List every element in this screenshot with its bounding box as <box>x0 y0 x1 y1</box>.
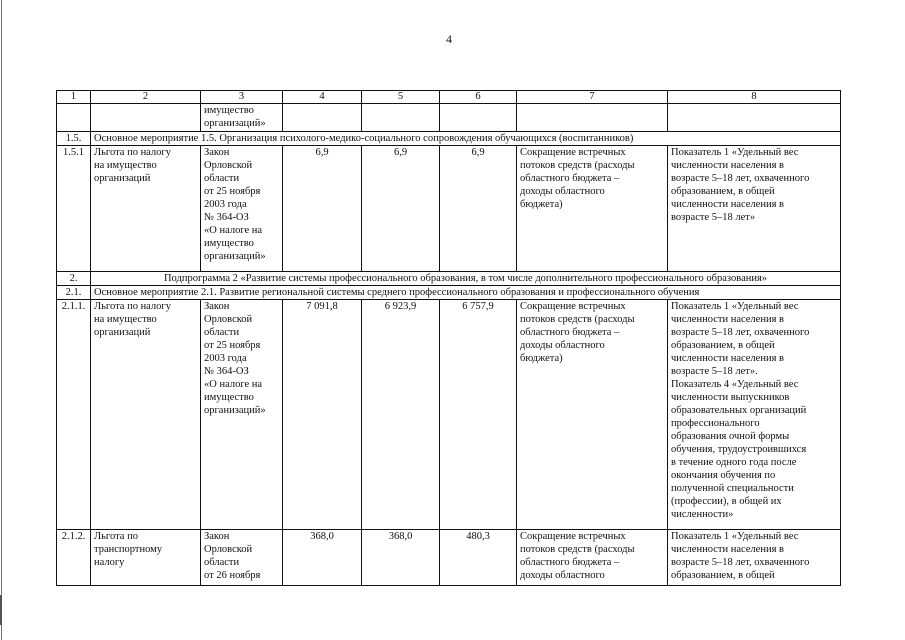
header-cell: 7 <box>517 91 668 104</box>
row-number: 2.1.2. <box>57 530 91 586</box>
legal-basis: Закон Орловской области от 26 ноября <box>201 530 283 586</box>
value-col-4: 7 091,8 <box>283 300 362 530</box>
tax-benefits-table <box>56 90 841 586</box>
table-row-2-1-1 <box>57 300 841 530</box>
benefit-name: Льгота по налогу на имущество организаций <box>91 300 201 530</box>
header-cell: 3 <box>201 91 283 104</box>
scan-edge-line <box>1 0 2 640</box>
legal-basis: Закон Орловской области от 25 ноября 2003 года № 364-ОЗ «О налоге на имущество организаций» <box>201 300 283 530</box>
continuation-row <box>57 104 841 132</box>
value-col-5: 368,0 <box>362 530 440 586</box>
section-title: Основное мероприятие 1.5. Организация психолого-медико-социального сопровождения обучающихся (воспитанников) <box>91 132 841 146</box>
legal-basis: Закон Орловской области от 25 ноября 2003 года № 364-ОЗ «О налоге на имущество организаций» <box>201 146 283 272</box>
value-col-5: 6 923,9 <box>362 300 440 530</box>
section-number: 2. <box>57 272 91 286</box>
value-col-6: 6 757,9 <box>440 300 517 530</box>
header-cell: 4 <box>283 91 362 104</box>
header-cell: 2 <box>91 91 201 104</box>
section-number: 2.1. <box>57 286 91 300</box>
header-cell: 1 <box>57 91 91 104</box>
section-row-2-1 <box>57 286 841 300</box>
subprogram-row-2 <box>57 272 841 286</box>
effect-description: Сокращение встречных потоков средств (расходы областного бюджета – доходы областного <box>517 530 668 586</box>
header-row <box>57 91 841 104</box>
scan-mark <box>0 595 2 625</box>
benefit-name: Льгота по налогу на имущество организаций <box>91 146 201 272</box>
indicator-description: Показатель 1 «Удельный вес численности населения в возрасте 5–18 лет, охваченного образованием, в общей численности населения в возрасте 5–18 лет». Показатель 4 «Удельный вес численности выпускников образовательных организаций профессионального образования очной формы обучения, трудоустроившихся в течение одного года после окончания обучения по полученной специальности (профессии), в общей их численности» <box>668 300 841 530</box>
section-title: Основное мероприятие 2.1. Развитие региональной системы среднего профессионального образования и профессионального обучения <box>91 286 841 300</box>
table-row-1-5-1 <box>57 146 841 272</box>
row-number: 2.1.1. <box>57 300 91 530</box>
effect-description: Сокращение встречных потоков средств (расходы областного бюджета – доходы областного бюджета) <box>517 300 668 530</box>
value-col-4: 368,0 <box>283 530 362 586</box>
table-row-2-1-2 <box>57 530 841 586</box>
value-col-6: 480,3 <box>440 530 517 586</box>
benefit-name: Льгота по транспортному налогу <box>91 530 201 586</box>
indicator-description: Показатель 1 «Удельный вес численности населения в возрасте 5–18 лет, охваченного образованием, в общей <box>668 530 841 586</box>
header-cell: 5 <box>362 91 440 104</box>
section-number: 1.5. <box>57 132 91 146</box>
header-cell: 8 <box>668 91 841 104</box>
value-col-4: 6,9 <box>283 146 362 272</box>
page-number: 4 <box>446 32 452 46</box>
value-col-6: 6,9 <box>440 146 517 272</box>
value-col-5: 6,9 <box>362 146 440 272</box>
indicator-description: Показатель 1 «Удельный вес численности населения в возрасте 5–18 лет, охваченного образованием, в общей численности населения в возрасте 5–18 лет» <box>668 146 841 272</box>
law-continuation: имущество организаций» <box>201 104 283 132</box>
header-cell: 6 <box>440 91 517 104</box>
section-title: Подпрограмма 2 «Развитие системы профессионального образования, в том числе дополнительного профессионального образования» <box>91 272 841 286</box>
row-number: 1.5.1 <box>57 146 91 272</box>
effect-description: Сокращение встречных потоков средств (расходы областного бюджета – доходы областного бюджета) <box>517 146 668 272</box>
section-row-1-5 <box>57 132 841 146</box>
